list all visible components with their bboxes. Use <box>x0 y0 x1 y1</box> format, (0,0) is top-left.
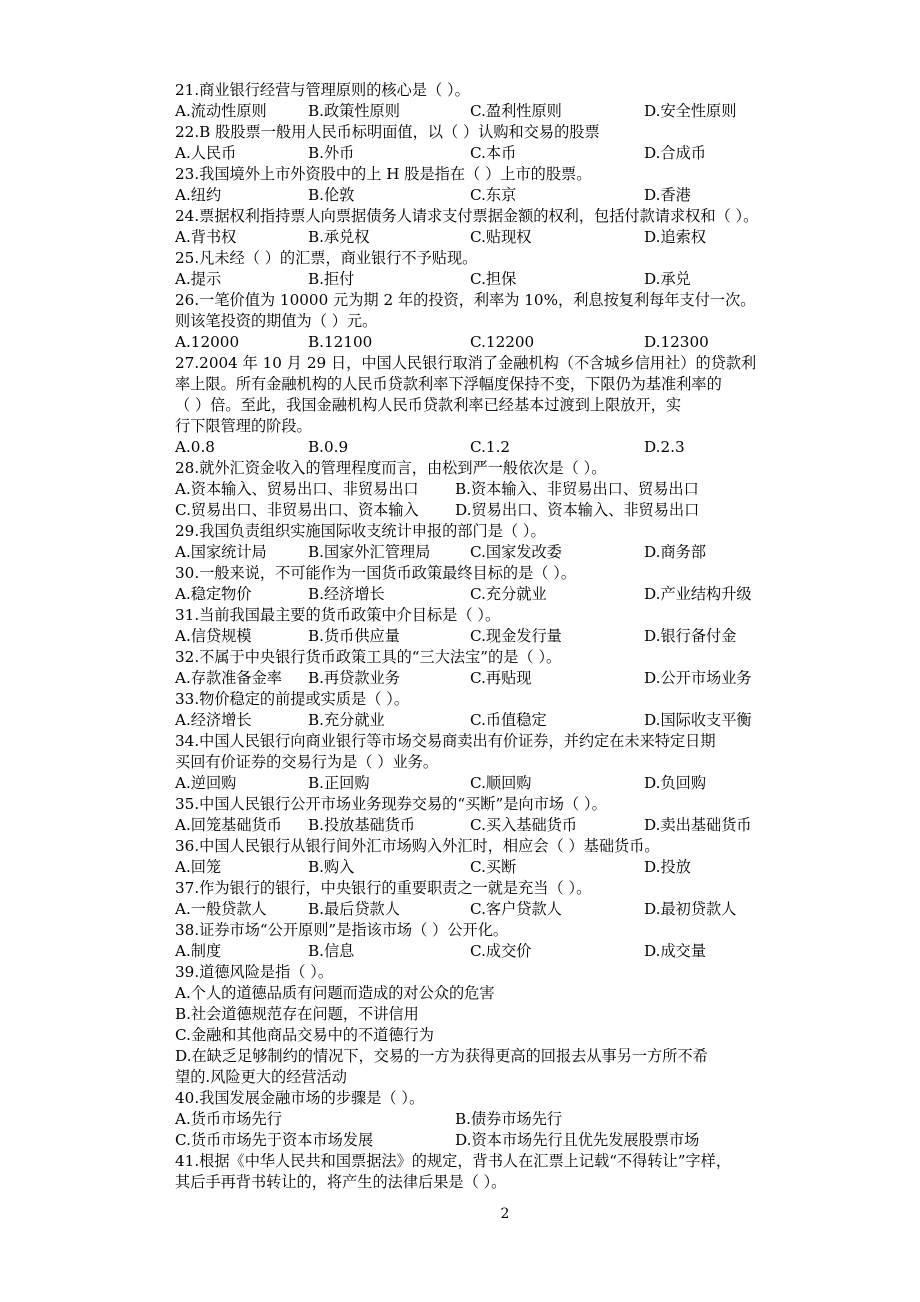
text-line: 23.我国境外上市外资股中的上 H 股是指在（ ）上市的股票。 <box>175 165 592 183</box>
text-line: 25.凡未经（ ）的汇票，商业银行不予贴现。 <box>175 249 478 267</box>
answer-option: A.一般贷款人 <box>175 900 267 918</box>
answer-option: C.成交价 <box>470 942 532 960</box>
answer-option: C.12200 <box>470 333 535 351</box>
answer-option: D.负回购 <box>644 774 707 792</box>
text-line: 29.我国负责组织实施国际收支统计申报的部门是（ ）。 <box>175 522 546 540</box>
answer-option: B.再贷款业务 <box>308 669 400 687</box>
answer-option: C.1.2 <box>470 438 511 456</box>
answer-option: D.成交量 <box>644 942 707 960</box>
text-line: 买回有价证券的交易行为是（ ）业务。 <box>175 753 439 771</box>
answer-option: B.资本输入、非贸易出口、贸易出口 <box>455 480 699 498</box>
page-number: 2 <box>500 1206 510 1222</box>
answer-option: D.银行备付金 <box>644 627 737 645</box>
answer-option: B.外币 <box>308 144 355 162</box>
answer-option: C.顺回购 <box>470 774 532 792</box>
answer-option: A.货币市场先行 <box>175 1110 282 1128</box>
answer-option: B.政策性原则 <box>308 102 400 120</box>
answer-option: A.稳定物价 <box>175 585 252 603</box>
answer-option: C.货币市场先于资本市场发展 <box>175 1131 374 1149</box>
answer-option: C.买入基础货币 <box>470 816 578 834</box>
text-line: （ ）倍。至此，我国金融机构人民币贷款利率已经基本过渡到上限放开，实 <box>175 396 682 414</box>
text-line: 33.物价稳定的前提或实质是（ ）。 <box>175 690 410 708</box>
answer-option: C.国家发改委 <box>470 543 562 561</box>
text-line: 其后手再背书转让的，将产生的法律后果是（ ）。 <box>175 1173 507 1191</box>
answer-option: B.购入 <box>308 858 355 876</box>
answer-option: A.回笼基础货币 <box>175 816 282 834</box>
answer-option: C.再贴现 <box>470 669 532 687</box>
text-line: 行下限管理的阶段。 <box>175 417 312 435</box>
answer-option: C.客户贷款人 <box>470 900 562 918</box>
answer-option: D.产业结构升级 <box>644 585 752 603</box>
answer-option: D.追索权 <box>644 228 707 246</box>
text-line: 27.2004 年 10 月 29 日，中国人民银行取消了金融机构（不含城乡信用社）的贷款利 <box>175 354 757 372</box>
text-line: 36.中国人民银行从银行间外汇市场购入外汇时，相应会（ ）基础货币。 <box>175 837 660 855</box>
answer-option: C.东京 <box>470 186 517 204</box>
answer-option: A.人民币 <box>175 144 237 162</box>
answer-option: C.贴现权 <box>470 228 532 246</box>
answer-option: B.充分就业 <box>308 711 385 729</box>
answer-option: A.国家统计局 <box>175 543 267 561</box>
answer-option: A.信贷规模 <box>175 627 252 645</box>
answer-option: C.现金发行量 <box>470 627 562 645</box>
text-line: 31.当前我国最主要的货币政策中介目标是（ ）。 <box>175 606 501 624</box>
answer-option: D.国际收支平衡 <box>644 711 752 729</box>
answer-option: D.12300 <box>644 333 709 351</box>
answer-option: D.资本市场先行且优先发展股票市场 <box>455 1131 700 1149</box>
text-line: 率上限。所有金融机构的人民币贷款利率下浮幅度保持不变，下限仍为基准利率的 <box>175 375 722 393</box>
answer-option: B.经济增长 <box>308 585 385 603</box>
answer-option: B.伦敦 <box>308 186 355 204</box>
answer-option: A.12000 <box>175 333 240 351</box>
answer-option: A.背书权 <box>175 228 237 246</box>
answer-option: A.流动性原则 <box>175 102 267 120</box>
answer-option: A.制度 <box>175 942 222 960</box>
answer-option: B.信息 <box>308 942 355 960</box>
answer-option: D.2.3 <box>644 438 685 456</box>
answer-option: B.投放基础货币 <box>308 816 416 834</box>
answer-option: D.承兑 <box>644 270 691 288</box>
text-line: 24.票据权利指持票人向票据债务人请求支付票据金额的权利，包括付款请求权和（ ）。 <box>175 207 759 225</box>
answer-option: C.买断 <box>470 858 517 876</box>
answer-option: B.债券市场先行 <box>455 1110 563 1128</box>
answer-option: A.经济增长 <box>175 711 252 729</box>
text-line: B.社会道德规范存在问题，不讲信用 <box>175 1005 419 1023</box>
text-line: 37.作为银行的银行，中央银行的重要职责之一就是充当（ ）。 <box>175 879 592 897</box>
answer-option: B.0.9 <box>308 438 349 456</box>
answer-option: A.资本输入、贸易出口、非贸易出口 <box>175 480 419 498</box>
text-line: 39.道德风险是指（ ）。 <box>175 963 334 981</box>
answer-option: C.币值稳定 <box>470 711 547 729</box>
answer-option: D.合成币 <box>644 144 707 162</box>
answer-option: A.逆回购 <box>175 774 237 792</box>
answer-option: A.提示 <box>175 270 222 288</box>
answer-option: B.最后贷款人 <box>308 900 400 918</box>
text-line: A.个人的道德品质有问题而造成的对公众的危害 <box>175 984 495 1002</box>
text-line: 则该笔投资的期值为（ ）元。 <box>175 312 378 330</box>
answer-option: D.商务部 <box>644 543 707 561</box>
answer-option: D.贸易出口、资本输入、非贸易出口 <box>455 501 700 519</box>
text-line: 40.我国发展金融市场的步骤是（ ）。 <box>175 1089 425 1107</box>
answer-option: D.卖出基础货币 <box>644 816 752 834</box>
text-line: 32.不属于中央银行货币政策工具的“三大法宝”的是（ ）。 <box>175 648 562 666</box>
text-line: 35.中国人民银行公开市场业务现券交易的“买断”是向市场（ ）。 <box>175 795 607 813</box>
text-line: 望的.风险更大的经营活动 <box>175 1068 347 1086</box>
text-line: 22.B 股股票一般用人民币标明面值，以（ ）认购和交易的股票 <box>175 123 600 141</box>
text-line: 26.一笔价值为 10000 元为期 2 年的投资，利率为 10%，利息按复利每年支付一次。 <box>175 291 756 309</box>
answer-option: D.安全性原则 <box>644 102 737 120</box>
text-line: 34.中国人民银行向商业银行等市场交易商卖出有价证券，并约定在未来特定日期 <box>175 732 716 750</box>
answer-option: B.货币供应量 <box>308 627 400 645</box>
answer-option: D.投放 <box>644 858 691 876</box>
answer-option: D.公开市场业务 <box>644 669 752 687</box>
answer-option: C.贸易出口、非贸易出口、资本输入 <box>175 501 419 519</box>
answer-option: A.0.8 <box>175 438 215 456</box>
answer-option: C.充分就业 <box>470 585 547 603</box>
answer-option: C.本币 <box>470 144 517 162</box>
text-line: 41.根据《中华人民共和国票据法》的规定，背书人在汇票上记载“不得转让”字样， <box>175 1152 732 1170</box>
answer-option: D.最初贷款人 <box>644 900 737 918</box>
answer-option: C.盈利性原则 <box>470 102 562 120</box>
answer-option: B.拒付 <box>308 270 355 288</box>
answer-option: B.国家外汇管理局 <box>308 543 431 561</box>
text-line: C.金融和其他商品交易中的不道德行为 <box>175 1026 434 1044</box>
answer-option: B.正回购 <box>308 774 370 792</box>
text-line: D.在缺乏足够制约的情况下，交易的一方为获得更高的回报去从事另一方所不希 <box>175 1047 708 1065</box>
answer-option: A.回笼 <box>175 858 222 876</box>
answer-option: C.担保 <box>470 270 517 288</box>
text-line: 30.一般来说，不可能作为一国货币政策最终目标的是（ ）。 <box>175 564 577 582</box>
answer-option: A.纽约 <box>175 186 222 204</box>
answer-option: B.12100 <box>308 333 373 351</box>
answer-option: D.香港 <box>644 186 691 204</box>
text-line: 38.证券市场“公开原则”是指该市场（ ）公开化。 <box>175 921 509 939</box>
text-line: 21.商业银行经营与管理原则的核心是（ ）。 <box>175 81 470 99</box>
text-line: 28.就外汇资金收入的管理程度而言，由松到严一般依次是（ ）。 <box>175 459 607 477</box>
answer-option: B.承兑权 <box>308 228 370 246</box>
answer-option: A.存款准备金率 <box>175 669 282 687</box>
